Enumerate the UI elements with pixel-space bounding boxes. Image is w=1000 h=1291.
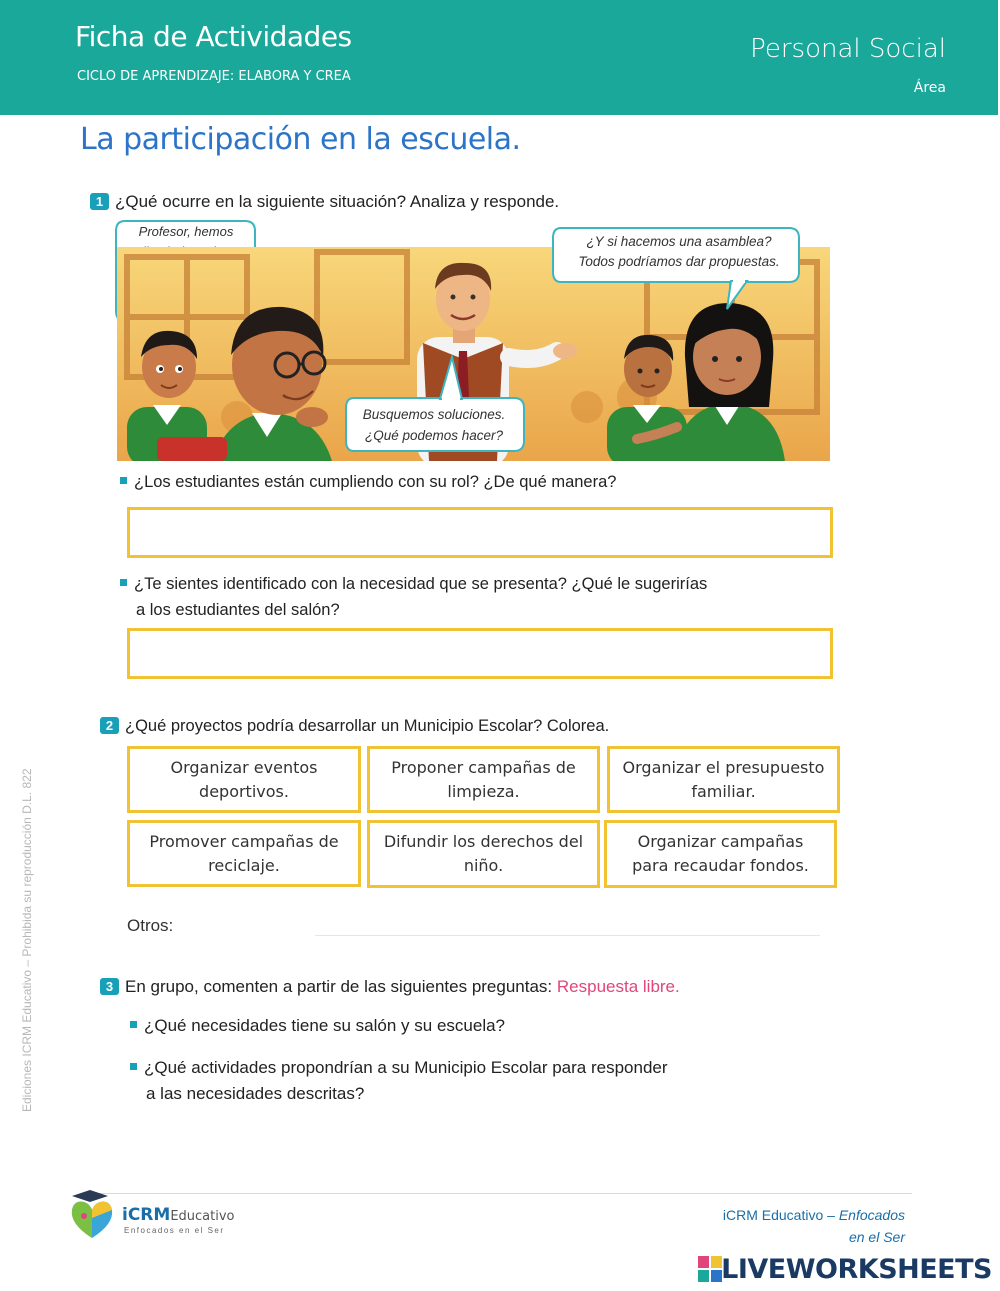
others-line: [315, 935, 820, 936]
question-1a: ¿Los estudiantes están cumpliendo con su rol? ¿De qué manera?: [120, 473, 616, 492]
question-1b: ¿Te sientes identificado con la necesidad que se presenta? ¿Qué le sugerirías a los estudiantes del salón?: [120, 571, 707, 623]
footer-brand: iCRM Educativo – Enfocados en el Ser: [722, 1207, 905, 1245]
option-organizar-eventos[interactable]: Organizar eventos deportivos.: [127, 746, 361, 813]
copyright-note: Ediciones ICRM Educativo – Prohibida su reproducción D.L. 822: [20, 768, 34, 1112]
icrm-logo: [64, 1188, 244, 1244]
puzzle-heart-logo-icon: [64, 1188, 120, 1244]
option-derechos-nino[interactable]: Difundir los derechos del niño.: [367, 820, 600, 888]
option-presupuesto-familiar[interactable]: Organizar el presupuesto familiar.: [607, 746, 840, 813]
question-3a: ¿Qué necesidades tiene su salón y su escuela?: [130, 1016, 505, 1036]
bullet-square-icon: [130, 1021, 137, 1028]
bullet-square-icon: [120, 477, 127, 484]
option-recaudar-fondos[interactable]: Organizar campañas para recaudar fondos.: [604, 820, 837, 888]
question-3b: ¿Qué actividades propondrían a su Municipio Escolar para responder a las necesidades descritas?: [130, 1055, 668, 1107]
subject-area: Personal Social: [750, 34, 946, 64]
question-3: 3 En grupo, comenten a partir de las siguientes preguntas: Respuesta libre.: [100, 977, 680, 997]
area-label: Área: [913, 80, 946, 96]
page-title: La participación en la escuela.: [80, 122, 521, 157]
header-banner: [0, 0, 998, 115]
others-label: Otros:: [127, 916, 174, 935]
question-number-3: 3: [100, 978, 119, 995]
option-campanas-reciclaje[interactable]: Promover campañas de reciclaje.: [127, 820, 361, 887]
free-answer-note: Respuesta libre.: [556, 977, 680, 996]
logo-tagline: Enfocados en el Ser: [124, 1226, 225, 1235]
worksheet-title: Ficha de Actividades: [75, 20, 352, 53]
speech-right-text: ¿Y si hacemos una asamblea? Todos podríamos dar propuestas.: [578, 234, 780, 269]
question-number-1: 1: [90, 193, 109, 210]
option-campanas-limpieza[interactable]: Proponer campañas de limpieza.: [367, 746, 600, 813]
bullet-square-icon: [130, 1063, 137, 1070]
liveworksheets-watermark: LIVEWORKSHEETS: [721, 1254, 992, 1285]
speech-center-text: Busquemos soluciones. ¿Qué podemos hacer?: [362, 407, 506, 443]
answer-box-2[interactable]: [127, 628, 833, 679]
learning-cycle: CICLO DE APRENDIZAJE: ELABORA Y CREA: [77, 69, 351, 84]
logo-wordmark: iCRMEducativo: [122, 1205, 235, 1225]
answer-box-1[interactable]: [127, 507, 833, 558]
question-1: [90, 192, 559, 212]
question-2: 2 ¿Qué proyectos podría desarrollar un Municipio Escolar? Colorea.: [100, 717, 609, 736]
bullet-square-icon: [120, 579, 127, 586]
speech-left-text: Profesor, hemos: [138, 224, 234, 239]
question-1-text: ¿Qué ocurre en la siguiente situación? Analiza y responde.: [115, 192, 560, 211]
question-number-2: 2: [100, 717, 119, 734]
liveworksheets-badge-icon: [698, 1256, 722, 1282]
